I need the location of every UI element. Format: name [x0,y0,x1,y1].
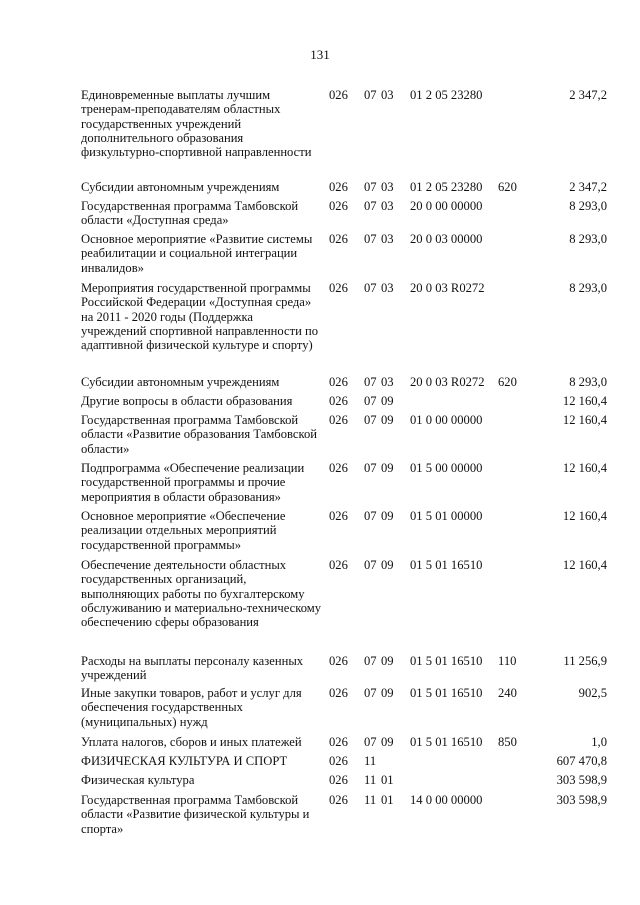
row-name: Физическая культура [81,773,195,787]
row-ved-code: 026 [329,281,348,295]
row-ved-code: 026 [329,199,348,213]
row-section-code: 11 [364,793,377,807]
row-name: Мероприятия государственной программы Российской Федерации «Доступная среда» на 2011 - 2020 годы (Поддержка учреждений спортивной направленности по адаптивной физической культуре и спорту) [81,281,319,353]
row-target-article: 01 5 01 16510 [410,735,483,749]
row-target-article: 20 0 03 00000 [410,232,483,246]
row-target-article: 20 0 00 00000 [410,199,483,213]
row-section-code: 07 [364,88,377,102]
row-target-article: 01 0 00 00000 [410,413,483,427]
row-subsection-code: 03 [381,88,394,102]
row-target-article: 01 5 01 00000 [410,509,483,523]
row-section-code: 11 [364,754,377,768]
row-section-code: 07 [364,281,377,295]
row-sum: 902,5 [578,686,607,700]
row-name: Субсидии автономным учреждениям [81,375,280,389]
row-subsection-code: 09 [381,509,394,523]
row-ved-code: 026 [329,413,348,427]
row-subsection-code: 09 [381,654,394,668]
row-sum: 303 598,9 [556,793,607,807]
row-ved-code: 026 [329,754,348,768]
row-name: Государственная программа Тамбовской области «Доступная среда» [81,199,299,228]
row-subsection-code: 09 [381,413,394,427]
row-name: Основное мероприятие «Развитие системы реабилитации и социальной интеграции инвалидов» [81,232,313,275]
row-expense-type: 850 [498,735,517,749]
row-subsection-code: 09 [381,461,394,475]
row-sum: 8 293,0 [569,199,607,213]
row-sum: 2 347,2 [569,88,607,102]
row-subsection-code: 09 [381,394,394,408]
row-ved-code: 026 [329,375,348,389]
row-sum: 607 470,8 [556,754,607,768]
row-subsection-code: 09 [381,686,394,700]
row-section-code: 07 [364,686,377,700]
row-target-article: 01 5 01 16510 [410,654,483,668]
row-name: Обеспечение деятельности областных государственных организаций, выполняющих работы по бухгалтерскому обслуживанию и материально-техническому обеспечению сферы образования [81,558,322,630]
row-name: Единовременные выплаты лучшим тренерам-преподавателям областных государственных учреждений дополнительного образования физкультурно-спортивной направленности [81,88,312,160]
row-subsection-code: 03 [381,232,394,246]
row-sum: 11 256,9 [563,654,607,668]
row-subsection-code: 03 [381,281,394,295]
row-sum: 303 598,9 [556,773,607,787]
row-ved-code: 026 [329,654,348,668]
row-section-code: 07 [364,375,377,389]
row-name: Другие вопросы в области образования [81,394,293,408]
row-section-code: 07 [364,394,377,408]
row-sum: 8 293,0 [569,281,607,295]
row-section-code: 07 [364,413,377,427]
row-target-article: 01 5 01 16510 [410,558,483,572]
row-sum: 12 160,4 [562,461,607,475]
row-section-code: 07 [364,199,377,213]
row-sum: 12 160,4 [562,509,607,523]
row-name: Субсидии автономным учреждениям [81,180,280,194]
row-sum: 12 160,4 [562,394,607,408]
row-sum: 2 347,2 [569,180,607,194]
row-ved-code: 026 [329,180,348,194]
row-sum: 12 160,4 [562,558,607,572]
row-subsection-code: 01 [381,773,394,787]
row-sum: 8 293,0 [569,232,607,246]
row-section-code: 07 [364,180,377,194]
row-ved-code: 026 [329,461,348,475]
page-number: 131 [310,47,330,62]
row-target-article: 01 5 01 16510 [410,686,483,700]
row-sum: 1,0 [591,735,607,749]
row-ved-code: 026 [329,793,348,807]
row-ved-code: 026 [329,735,348,749]
row-name: Подпрограмма «Обеспечение реализации государственной программы и прочие мероприятия в области образования» [81,461,305,504]
row-target-article: 20 0 03 R0272 [410,375,485,389]
row-expense-type: 110 [498,654,517,668]
row-target-article: 20 0 03 R0272 [410,281,485,295]
row-ved-code: 026 [329,509,348,523]
row-section-code: 11 [364,773,377,787]
row-section-code: 07 [364,232,377,246]
row-ved-code: 026 [329,88,348,102]
row-subsection-code: 03 [381,375,394,389]
row-subsection-code: 03 [381,180,394,194]
row-section-code: 07 [364,461,377,475]
row-name: Государственная программа Тамбовской области «Развитие образования Тамбовской области» [81,413,317,456]
row-target-article: 14 0 00 00000 [410,793,483,807]
row-expense-type: 620 [498,375,517,389]
row-section-code: 07 [364,558,377,572]
row-subsection-code: 03 [381,199,394,213]
row-subsection-code: 09 [381,735,394,749]
row-target-article: 01 5 00 00000 [410,461,483,475]
row-name: Основное мероприятие «Обеспечение реализации отдельных мероприятий государственной программы» [81,509,286,552]
row-ved-code: 026 [329,232,348,246]
row-section-code: 07 [364,654,377,668]
row-subsection-code: 01 [381,793,394,807]
row-target-article: 01 2 05 23280 [410,180,483,194]
row-sum: 12 160,4 [562,413,607,427]
row-ved-code: 026 [329,686,348,700]
row-name: ФИЗИЧЕСКАЯ КУЛЬТУРА И СПОРТ [81,754,288,768]
row-ved-code: 026 [329,773,348,787]
row-section-code: 07 [364,509,377,523]
row-name: Уплата налогов, сборов и иных платежей [81,735,302,749]
row-subsection-code: 09 [381,558,394,572]
row-ved-code: 026 [329,558,348,572]
row-expense-type: 620 [498,180,517,194]
row-target-article: 01 2 05 23280 [410,88,483,102]
row-section-code: 07 [364,735,377,749]
row-name: Расходы на выплаты персоналу казенных учреждений [81,654,304,683]
row-ved-code: 026 [329,394,348,408]
row-expense-type: 240 [498,686,517,700]
row-sum: 8 293,0 [569,375,607,389]
row-name: Иные закупки товаров, работ и услуг для обеспечения государственных (муниципальных) нужд [81,686,302,729]
row-name: Государственная программа Тамбовской области «Развитие физической культуры и спорта» [81,793,310,836]
